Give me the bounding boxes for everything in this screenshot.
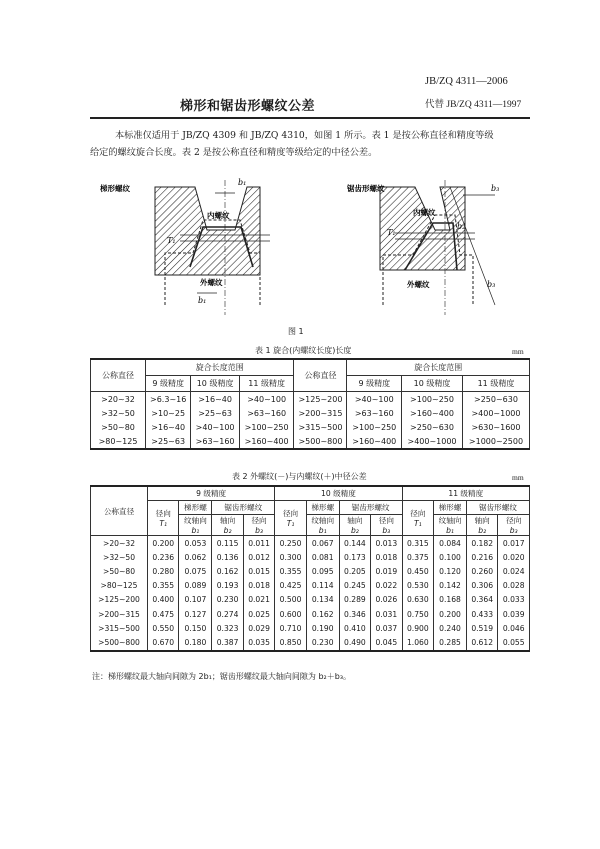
cell: >20~32 [91,392,146,407]
cell: 0.306 [466,579,497,593]
table1-group-header-right: 旋合长度范围 [347,359,530,376]
cell: 0.033 [498,593,530,607]
cell: 0.182 [466,536,497,551]
b2-label: b₂ [457,222,466,231]
header-rule [90,117,530,119]
cell: 0.670 [148,635,179,650]
table2-saw-11: 锯齿形螺纹 [466,501,529,515]
cell: 0.067 [306,536,339,551]
cell: 0.600 [275,607,306,621]
cell: >315~500 [91,621,148,635]
sym-b1: b₁ [446,526,454,535]
table1-grade10-right: 10 级精度 [402,376,463,392]
cell: >32~50 [91,550,148,564]
table1-engagement-length [90,358,530,450]
cell: 0.018 [243,579,274,593]
table-row [91,579,530,593]
cell: 0.162 [212,564,243,578]
sym-b1: b₁ [191,526,200,535]
cell: 0.710 [275,621,306,635]
cell: >1000~2500 [462,434,529,449]
cell: 0.216 [466,550,497,564]
cell: 0.285 [434,635,467,650]
table2-trap-axial-10: 梯形螺 [306,501,339,515]
cell: 0.519 [466,621,497,635]
cell: 0.115 [212,536,243,551]
cell: >400~1000 [402,434,463,449]
radial-text: 径向 [506,516,522,525]
cell: 0.136 [212,550,243,564]
table2-caption: 表 2 外螺纹(－)与内螺纹(＋)中径公差 [232,472,367,481]
table2-b3-9 [243,515,274,536]
radial-text: 径向 [155,509,171,518]
cell: >125~200 [294,392,347,407]
b3-label-bottom: b₃ [487,280,496,289]
cell: 0.039 [498,607,530,621]
trapezoidal-thread-drawing [155,180,270,315]
table2-grade10: 10 级精度 [275,486,402,501]
cell: >500~800 [91,635,148,650]
cell: >250~630 [462,392,529,407]
sym-b2: b₂ [350,526,359,535]
cell: >50~80 [91,564,148,578]
replaces-standard: 代替 JB/ZQ 4311—1997 [425,100,522,110]
sym-T: T₁ [159,519,168,528]
cell: >20~32 [91,536,148,551]
table1-col-diameter: 公称直径 [91,359,146,392]
table2-radial-10 [275,501,306,536]
cell: 0.028 [498,579,530,593]
table2-b1-11 [434,515,467,536]
cell: 0.120 [434,564,467,578]
sym-T: T₁ [286,519,295,528]
cell: >6.3~16 [146,392,191,407]
table2-b2-10 [339,515,370,536]
cell: 0.013 [371,536,402,551]
cell: 0.205 [339,564,370,578]
table1-col-diameter-right: 公称直径 [294,359,347,392]
table2-b2-9 [212,515,243,536]
cell: 0.190 [306,621,339,635]
cell: 0.024 [498,564,530,578]
table-row [91,564,530,578]
cell: 0.025 [243,607,274,621]
tolerance-label-right: T₁ [387,228,396,237]
table1-grade9-left: 9 级精度 [146,376,191,392]
cell: 0.029 [243,621,274,635]
sym-b2: b₂ [478,526,487,535]
table2-col-diameter: 公称直径 [91,486,148,536]
cell: 0.900 [402,621,433,635]
cell: 0.500 [275,593,306,607]
cell: >500~800 [294,434,347,449]
cell: 0.200 [434,607,467,621]
cell: 0.200 [148,536,179,551]
intro-paragraph [90,127,560,161]
cell: 0.011 [243,536,274,551]
cell: >32~50 [91,406,146,420]
cell: 0.274 [212,607,243,621]
b3-label-top: b₃ [491,184,500,193]
cell: >40~100 [347,392,402,407]
cell: >100~250 [239,420,294,434]
cell: 0.387 [212,635,243,650]
outer-thread-label-left: 外螺纹 [200,278,223,287]
cell: 0.142 [434,579,467,593]
axial-text: 轴向 [474,516,490,525]
cell: >200~315 [91,607,148,621]
cell: 0.475 [148,607,179,621]
table2-b2-11 [466,515,497,536]
cell: 0.193 [212,579,243,593]
cell: >40~100 [239,392,294,407]
cell: 0.630 [402,593,433,607]
cell: 0.612 [466,635,497,650]
cell: 0.026 [371,593,402,607]
intro-line-2: 给定的螺纹旋合长度。表 2 是按公称直径和精度等级给定的中径公差。 [90,147,378,158]
axial-text: 纹轴向 [311,516,335,525]
cell: 0.127 [179,607,212,621]
table-row [91,536,530,551]
cell: 0.346 [339,607,370,621]
table2-b1-10 [306,515,339,536]
cell: 0.530 [402,579,433,593]
cell: >250~630 [402,420,463,434]
sym-b3: b₃ [382,526,391,535]
cell: >16~40 [191,392,239,407]
table1-group-header-left: 旋合长度范围 [146,359,294,376]
table2-grade9: 9 级精度 [148,486,275,501]
cell: 0.162 [306,607,339,621]
cell: 0.280 [148,564,179,578]
cell: 0.045 [371,635,402,650]
cell: 0.037 [371,621,402,635]
cell: >160~400 [402,406,463,420]
table-row [91,621,530,635]
cell: 0.022 [371,579,402,593]
cell: 0.095 [306,564,339,578]
inner-thread-label-right: 内螺纹 [413,208,436,217]
axial-text: 纹轴向 [184,516,207,525]
cell: 0.081 [306,550,339,564]
cell: 0.017 [498,536,530,551]
cell: >25~63 [191,406,239,420]
table2-note: 注：梯形螺纹最大轴向间隙为 2b₁；锯齿形螺纹最大轴向间隙为 b₂＋b₃。 [92,672,352,681]
cell: 0.046 [498,621,530,635]
inner-thread-label-left: 内螺纹 [207,211,230,220]
cell: 0.062 [179,550,212,564]
cell: >25~63 [146,434,191,449]
trapezoidal-label: 梯形螺纹 [100,184,130,193]
cell: 0.490 [339,635,370,650]
cell: 0.075 [179,564,212,578]
cell: 0.355 [148,579,179,593]
sym-b3: b₃ [255,526,263,535]
cell: 0.144 [339,536,370,551]
cell: 0.021 [243,593,274,607]
sym-b1: b₁ [318,526,327,535]
axial-text: 纹轴向 [438,516,462,525]
standard-number: JB/ZQ 4311—2006 [425,76,508,87]
cell: >160~400 [239,434,294,449]
cell: >80~125 [91,579,148,593]
b1-label-top: b₁ [238,178,247,187]
table2-saw-9: 锯齿形螺纹 [212,501,275,515]
table1-unit: mm [512,347,524,356]
cell: 0.035 [243,635,274,650]
cell: 0.260 [466,564,497,578]
cell: 0.240 [434,621,467,635]
sawtooth-label: 锯齿形螺纹 [347,184,385,193]
cell: 0.084 [434,536,467,551]
cell: 0.550 [148,621,179,635]
cell: 0.114 [306,579,339,593]
cell: 0.433 [466,607,497,621]
cell: 0.100 [434,550,467,564]
sawtooth-thread-drawing [380,180,495,315]
cell: 0.364 [466,593,497,607]
cell: 0.750 [402,607,433,621]
cell: 0.055 [498,635,530,650]
cell: 0.410 [339,621,370,635]
page-title: 梯形和锯齿形螺纹公差 [180,99,316,114]
cell: >63~160 [347,406,402,420]
radial-text: 径向 [410,509,426,518]
table-row [91,392,530,407]
cell: >315~500 [294,420,347,434]
cell: >100~250 [347,420,402,434]
table2-radial-9 [148,501,179,536]
cell: 0.850 [275,635,306,650]
cell: 0.250 [275,536,306,551]
table1-grade9-right: 9 级精度 [347,376,402,392]
thread-profile-figure [95,175,515,325]
cell: 0.236 [148,550,179,564]
table-row [91,593,530,607]
cell: 0.168 [434,593,467,607]
cell: >400~1000 [462,406,529,420]
cell: 0.150 [179,621,212,635]
cell: 0.315 [402,536,433,551]
cell: 0.230 [306,635,339,650]
cell: 0.323 [212,621,243,635]
cell: >125~200 [91,593,148,607]
cell: >40~100 [191,420,239,434]
table2-b3-11 [498,515,530,536]
cell: >63~160 [239,406,294,420]
table-row [91,434,530,449]
cell: 0.107 [179,593,212,607]
cell: 0.053 [179,536,212,551]
cell: 0.300 [275,550,306,564]
cell: 0.400 [148,593,179,607]
sym-T: T₁ [413,519,422,528]
outer-thread-label-right: 外螺纹 [407,280,430,289]
cell: 0.375 [402,550,433,564]
axial-text: 轴向 [347,516,363,525]
table-row [91,550,530,564]
figure-caption: 图 1 [288,327,304,336]
table1-caption: 表 1 旋合(内螺纹长度)长度 [255,346,352,355]
tolerance-label-left: T₁ [167,236,176,245]
cell: 0.019 [371,564,402,578]
cell: 0.031 [371,607,402,621]
cell: 0.425 [275,579,306,593]
cell: 1.060 [402,635,433,650]
cell: >16~40 [146,420,191,434]
cell: 0.450 [402,564,433,578]
table2-saw-10: 锯齿形螺纹 [339,501,402,515]
cell: >160~400 [347,434,402,449]
table2-pitch-diameter-tolerance [90,485,530,652]
radial-text: 径向 [251,516,267,525]
table2-radial-11 [402,501,433,536]
table-row [91,406,530,420]
cell: 0.245 [339,579,370,593]
cell: 0.089 [179,579,212,593]
cell: >630~1600 [462,420,529,434]
cell: 0.018 [371,550,402,564]
table-row [91,607,530,621]
table2-b1-9 [179,515,212,536]
cell: 0.230 [212,593,243,607]
cell: >80~125 [91,434,146,449]
table1-grade10-left: 10 级精度 [191,376,239,392]
radial-text: 径向 [378,516,394,525]
cell: 0.134 [306,593,339,607]
axial-text: 轴向 [220,516,236,525]
cell: >10~25 [146,406,191,420]
table2-b3-10 [371,515,402,536]
table2-trap-axial-11: 梯形螺 [434,501,467,515]
cell: >50~80 [91,420,146,434]
table1-grade11-left: 11 级精度 [239,376,294,392]
b1-label-bottom: b₁ [198,296,207,305]
cell: 0.180 [179,635,212,650]
table2-body [91,536,530,651]
table1-grade11-right: 11 级精度 [462,376,529,392]
cell: >63~160 [191,434,239,449]
cell: 0.355 [275,564,306,578]
cell: 0.020 [498,550,530,564]
cell: 0.173 [339,550,370,564]
table2-grade11: 11 级精度 [402,486,529,501]
radial-text: 径向 [282,509,299,518]
sym-b2: b₂ [223,526,232,535]
intro-line-1: 本标准仅适用于 JB/ZQ 4309 和 JB/ZQ 4310，如图 1 所示。表 1 是按公称直径和精度等级 [115,130,494,141]
table-row [91,635,530,650]
cell: 0.289 [339,593,370,607]
cell: >100~250 [402,392,463,407]
table2-unit: mm [512,473,524,482]
cell: 0.015 [243,564,274,578]
cell: >200~315 [294,406,347,420]
table-row [91,420,530,434]
cell: 0.012 [243,550,274,564]
sym-b3: b₃ [509,526,518,535]
table2-trap-axial-9: 梯形螺 [179,501,212,515]
